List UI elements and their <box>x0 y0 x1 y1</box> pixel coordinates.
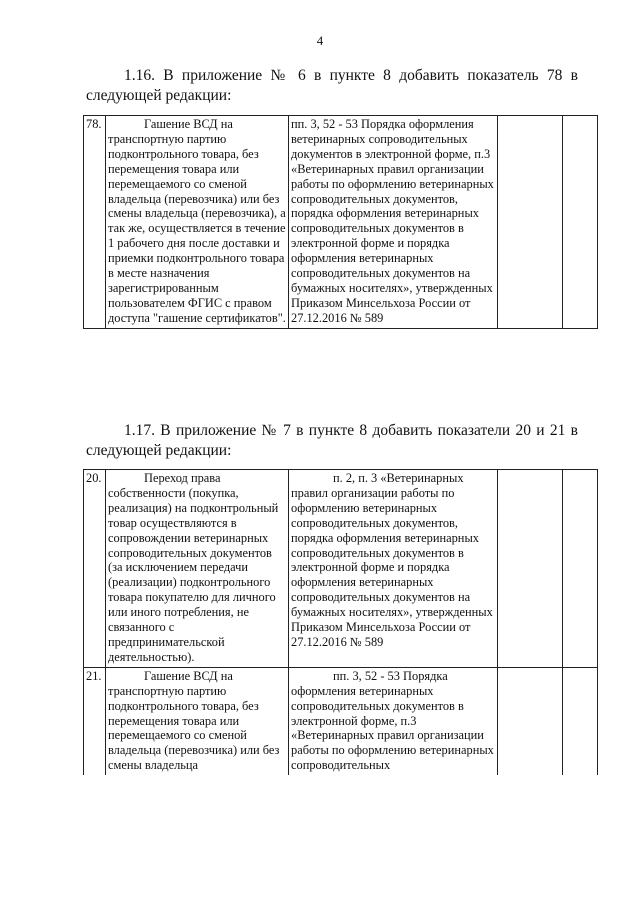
legal-reference: п. 2, п. 3 «Ветеринарных правил организации работы по оформлению ветеринарных сопроводительных документов, порядка оформления ветеринарных сопроводительных документов в электронной форме и порядка оформления ветеринарных сопроводительных документов на бумажных носителях», утвержденных Приказом Минсельхоза России от 27.12.2016 № 589 <box>289 470 498 668</box>
indicator-description: Гашение ВСД на транспортную партию подконтрольного товара, без перемещения товара или перемещаемого со сменой владельца (перевозчика) или без смены владельца <box>106 667 289 775</box>
paragraph-1-16: 1.16. В приложение № 6 в пункте 8 добавить показатель 78 в следующей редакции: <box>86 67 578 104</box>
empty-cell <box>498 667 563 775</box>
row-number: 20. <box>84 470 106 668</box>
legal-reference: пп. 3, 52 - 53 Порядка оформления ветеринарных сопроводительных документов в электронной форме, п.3 «Ветеринарных правил организации работы по оформлению ветеринарных сопроводительных <box>289 667 498 775</box>
paragraph-1-17: 1.17. В приложение № 7 в пункте 8 добавить показатели 20 и 21 в следующей редакции: <box>86 422 578 459</box>
row-number: 21. <box>84 667 106 775</box>
table-row <box>84 116 598 329</box>
page-number: 4 <box>316 33 324 48</box>
empty-cell <box>563 116 598 329</box>
empty-cell <box>563 470 598 668</box>
table-row <box>84 667 598 775</box>
indicators-table-appendix-7 <box>83 469 598 775</box>
indicators-table-appendix-6 <box>83 115 598 329</box>
empty-cell <box>563 667 598 775</box>
table-row <box>84 470 598 668</box>
legal-reference: пп. 3, 52 - 53 Порядка оформления ветеринарных сопроводительных документов в электронной форме, п.3 «Ветеринарных правил организации работы по оформлению ветеринарных сопроводительных документов, порядка оформления ветеринарных сопроводительных документов в электронной форме и порядка оформления ветеринарных сопроводительных документов на бумажных носителях», утвержденных Приказом Минсельхоза России от 27.12.2016 № 589 <box>289 116 498 329</box>
empty-cell <box>498 470 563 668</box>
indicator-description: Переход права собственности (покупка, реализация) на подконтрольный товар осуществляются в сопровождении ветеринарных сопроводительных документов (за исключением передачи (реализации) подконтрольного товара покупателю для личного или иного потребления, не связанного с предпринимательской деятельностью). <box>106 470 289 668</box>
row-number: 78. <box>84 116 106 329</box>
indicator-description: Гашение ВСД на транспортную партию подконтрольного товара, без перемещения товара или перемещаемого со сменой владельца (перевозчика) или без смены владельца (перевозчика), а так же, осуществляется в течение 1 рабочего дня после доставки и приемки подконтрольного товара в месте назначения зарегистрированным пользователем ФГИС с правом доступа "гашение сертификатов". <box>106 116 289 329</box>
empty-cell <box>498 116 563 329</box>
